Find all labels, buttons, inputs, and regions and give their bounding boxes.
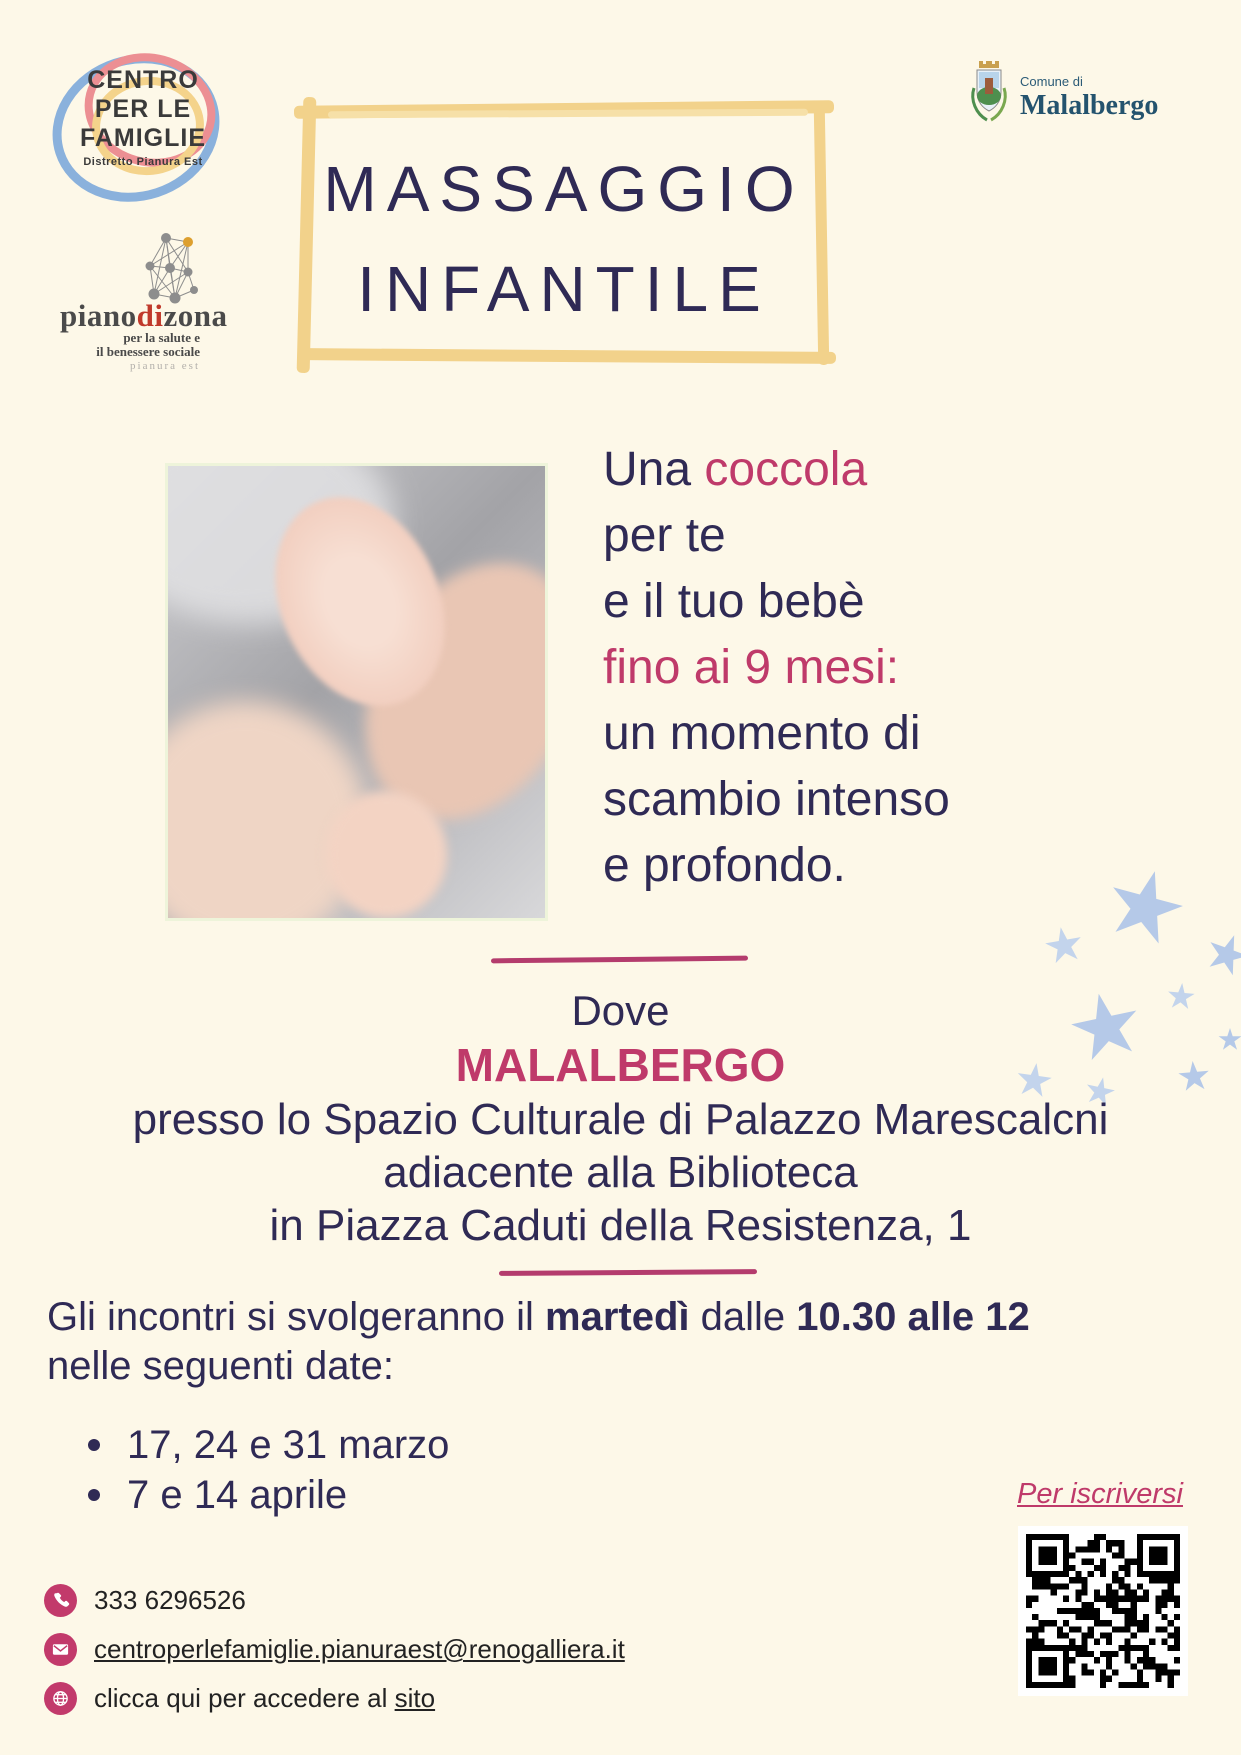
pink-divider-bottom [499,1269,757,1276]
where-line3: in Piazza Caduti della Resistenza, 1 [269,1201,972,1250]
intro-line1-accent: coccola [704,443,868,496]
cpf-logo-text [63,66,223,153]
intro-line4: fino ai 9 mesi: [603,641,900,694]
contacts-section [44,1584,625,1731]
website-text: clicca qui per accedere al sito [94,1683,436,1713]
pianodizona-sub3: pianura est [130,360,200,372]
pianodizona-sub2: il benessere sociale [96,344,200,359]
list-item [88,1420,449,1470]
where-line2: adiacente alla Biblioteca [383,1148,858,1197]
network-graph-icon [142,232,200,306]
pianodizona-wordmark: pianodizona [60,298,228,333]
cpf-line2: PER LE [94,95,192,123]
bullet-dot [88,1439,100,1451]
schedule-day: martedì [545,1295,690,1339]
title-line1: MASSAGGIO [323,153,805,225]
phone-row [44,1584,625,1617]
intro-text [603,437,963,899]
site-link[interactable]: sito [394,1683,436,1713]
title-frame [298,103,830,365]
list-item [88,1470,449,1520]
schedule-text [47,1293,1217,1391]
intro-line7: e profondo. [603,839,846,892]
phone-number: 333 6296526 [94,1585,246,1615]
malalbergo-crest-icon [968,60,1010,126]
qr-code [1018,1526,1188,1696]
frame-stroke-top-inner [328,109,808,119]
schedule-line2: nelle seguenti date: [47,1344,394,1388]
signup-link[interactable]: Per iscriversi [1017,1478,1183,1510]
email-row [44,1633,625,1666]
email-icon [44,1633,77,1666]
intro-line5: un momento di [603,707,921,760]
logo-pianodizona [60,232,228,377]
bullet-dot [88,1489,100,1501]
title-line2: INFANTILE [357,253,771,325]
dates-list [88,1420,449,1520]
comune-di-label: Comune di [1020,74,1083,89]
schedule-time: 10.30 alle 12 [796,1295,1030,1339]
where-label: Dove [571,987,670,1034]
phone-icon [44,1584,77,1617]
logo-centro-per-le-famiglie [48,38,238,208]
date-item-2: 7 e 14 aprile [127,1472,348,1517]
cpf-line3: FAMIGLIE [79,124,207,152]
email-link[interactable]: centroperlefamiglie.pianuraest@renogalliera.it [94,1634,625,1664]
intro-line1-plain: Una [603,443,705,496]
page-title [298,139,830,339]
globe-icon [44,1682,77,1715]
intro-line6: scambio intenso [603,773,950,826]
where-city: MALALBERGO [455,1039,786,1091]
frame-stroke-bottom [302,348,836,364]
cpf-subtitle: Distretto Pianura Est [83,156,203,168]
intro-line2: per te [603,509,726,562]
date-item-1: 17, 24 e 31 marzo [127,1422,450,1467]
pink-divider-top [491,956,748,964]
schedule-line1: Gli incontri si svolgeranno il martedì dalle 10.30 alle 12 [47,1295,1030,1339]
baby-massage-photo [165,463,548,921]
where-line1: presso lo Spazio Culturale di Palazzo Marescalcni [132,1095,1109,1144]
pianodizona-sub1: per la salute e [123,330,200,345]
cpf-line1: CENTRO [87,66,199,94]
where-section [0,985,1241,1252]
logo-comune-malalbergo [968,60,1158,126]
intro-line3: e il tuo bebè [603,575,865,628]
website-row [44,1682,625,1715]
comune-name: Malalbergo [1020,90,1159,121]
